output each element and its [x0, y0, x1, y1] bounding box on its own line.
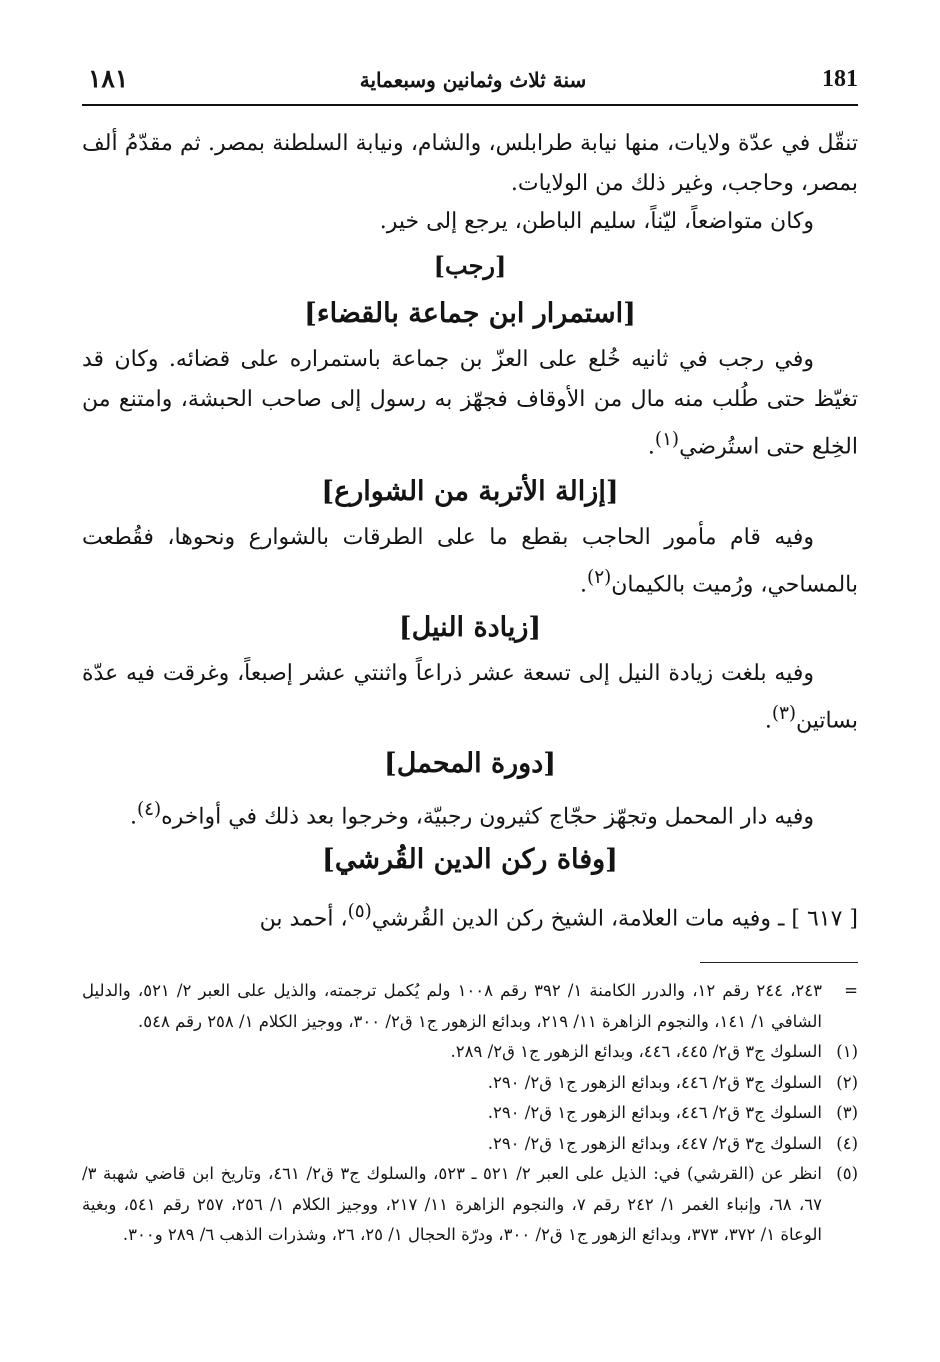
- footnote-text: ٢٤٣، ٢٤٤ رقم ١٢، والدرر الكامنة ١/ ٣٩٢ رقم ١٠٠٨ ولم يُكمل ترجمته، والذيل على العبر ٢/ ٥٢١، والدليل الشافي ١/ ١٤١، والنجوم الزاهرة ١١/ ٢١٩، وبدائع الزهور ج١ ق٢/ ٣٠٠، ووجيز الكلام ١/ ٢٥٨ رقم ٥٤٨.: [82, 981, 823, 1031]
- paragraph-4-text: وفيه قام مأمور الحاجب بقطع ما على الطرقات بالشوارع ونحوها، فقُطعت بالمساحي، ورُميت بالكيمان: [82, 525, 858, 598]
- footnote-mark: (٢): [836, 1072, 858, 1092]
- footnote-text: السلوك ج٣ ق٢/ ٤٤٧، وبدائع الزهور ج١ ق٢/ ٢٩٠.: [487, 1133, 822, 1153]
- footnote-ref-3: (٣): [771, 703, 797, 724]
- section-heading-3: [زيادة النيل]: [398, 612, 542, 643]
- footnote-ref-4: (٤): [136, 799, 162, 820]
- paragraph-6-text: وفيه دار المحمل وتجهّز حجّاج كثيرون رجبيّة، وخرجوا بعد ذلك في أواخره: [161, 804, 814, 830]
- paragraph-5: وفيه بلغت زيادة النيل إلى تسعة عشر ذراعاً واثنتي عشر إصبعاً، وغرقت فيه عدّة بساتين$^{(٣)}$.: [82, 661, 858, 734]
- footnote-text: السلوك ج٣ ق٢/ ٤٤٦، وبدائع الزهور ج١ ق٢/ ٢٩٠.: [487, 1072, 822, 1092]
- paragraph-7: [82, 892, 858, 939]
- page-number-latin: 181: [822, 66, 858, 92]
- footnote-ref-1: (١): [654, 429, 680, 450]
- footnote-continuation: [82, 976, 858, 1037]
- paragraph-1: تنقّل في عدّة ولايات، منها نيابة طرابلس، والشام، ونيابة السلطنة بمصر. ثم مقدّمُ ألف بمصر، وحاجب، وغير ذلك من الولايات.: [82, 131, 858, 196]
- paragraph-7-end: ، أحمد بن: [259, 906, 348, 932]
- paragraph-6: وفيه دار المحمل وتجهّز حجّاج كثيرون رجبيّة، وخرجوا بعد ذلك في أواخره$^{(٤)}$.: [129, 799, 814, 830]
- footnote-2: [82, 1068, 858, 1099]
- section-heading-1: [استمرار ابن جماعة بالقضاء]: [304, 298, 636, 329]
- footnote-3: [82, 1098, 858, 1129]
- footnote-text: انظر عن (القرشي) في: الذيل على العبر ٢/ ٥٢١ ـ ٥٢٣، والسلوك ج٣ ق٢/ ٤٦١، وتاريخ ابن قاضي شهبة ٣/ ٦٧، ٦٨، وإنباء الغمر ١/ ٢٤٢ رقم ٧، والنجوم الزاهرة ١١/ ٢١٧، ووجيز الكلام ١/ ٢٥٦، ٢٥٧ رقم ٥٤١، وبغية الوعاة ١/ ٣٧٢، ٣٧٣، وبدائع الزهور ج١ ق٢/ ٣٠٠، ودرّة الحجال ١/ ٢٥، ٢٦، وشذرات الذهب ٦/ ٢٨٩ و٣٠٠.: [82, 1164, 823, 1244]
- footnote-ref-2: (٢): [587, 567, 612, 588]
- month-heading: [رجب]: [433, 251, 507, 280]
- footnote-mark: (٥): [836, 1164, 858, 1183]
- running-title: سنة ثلاث وثمانين وسبعماية: [359, 68, 587, 92]
- paragraph-5-text: وفيه بلغت زيادة النيل إلى تسعة عشر ذراعاً واثنتي عشر إصبعاً، وغرقت فيه عدّة بساتين: [82, 661, 858, 734]
- footnote-text: السلوك ج٣ ق٢/ ٤٤٥، ٤٤٦، وبدائع الزهور ج١ ق٢/ ٢٨٩.: [450, 1042, 822, 1061]
- paragraph-2: وكان متواضعاً، ليّناً، سليم الباطن، يرجع إلى خير.: [379, 209, 814, 234]
- header-rule: [82, 104, 858, 106]
- entry-number: [ ٦١٧ ]: [791, 906, 858, 932]
- paragraph-4: وفيه قام مأمور الحاجب بقطع ما على الطرقات بالشوارع ونحوها، فقُطعت بالمساحي، ورُميت بالكيمان$^{(٢)}$.: [82, 525, 858, 598]
- running-header: [88, 62, 858, 98]
- footnote-ref-5: (٥): [347, 901, 372, 922]
- footnote-mark: (٤): [836, 1133, 858, 1153]
- paragraph-3: وفي رجب في ثانيه خُلع على العزّ بن جماعة باستمراره على قضائه. وكان قد تغيّظ حتى طُلب منه مال من الأوقاف فجهّز به رسول إلى صاحب الحبشة، وامتنع من الخِلع حتى استُرضي$^{(١)}$.: [82, 347, 858, 460]
- footnote-rule: [700, 962, 858, 963]
- footnote-4: [82, 1129, 858, 1160]
- paragraph-3-text: وفي رجب في ثانيه خُلع على العزّ بن جماعة باستمراره على قضائه. وكان قد تغيّظ حتى طُلب منه مال من الأوقاف فجهّز به رسول إلى صاحب الحبشة، وامتنع من الخِلع حتى استُرضي: [82, 347, 858, 460]
- footnotes: [82, 976, 858, 1251]
- section-heading-2: [إزالة الأتربة من الشوارع]: [321, 476, 619, 507]
- page-number-arabic: ١٨١: [88, 64, 129, 93]
- footnote-1: [82, 1037, 858, 1068]
- footnote-text: السلوك ج٣ ق٢/ ٤٤٦، وبدائع الزهور ج١ ق٢/ ٢٩٠.: [487, 1103, 822, 1122]
- footnote-mark: (١): [836, 1042, 858, 1061]
- footnote-5: [82, 1159, 858, 1251]
- paragraph-7-text: ـ وفيه مات العلامة، الشيخ ركن الدين القُرشي: [371, 906, 785, 932]
- section-heading-4: [دورة المحمل]: [383, 748, 557, 779]
- footnote-mark: =: [844, 981, 858, 1000]
- section-heading-5: [وفاة ركن الدين القُرشي]: [322, 844, 618, 875]
- footnote-mark: (٣): [836, 1103, 858, 1122]
